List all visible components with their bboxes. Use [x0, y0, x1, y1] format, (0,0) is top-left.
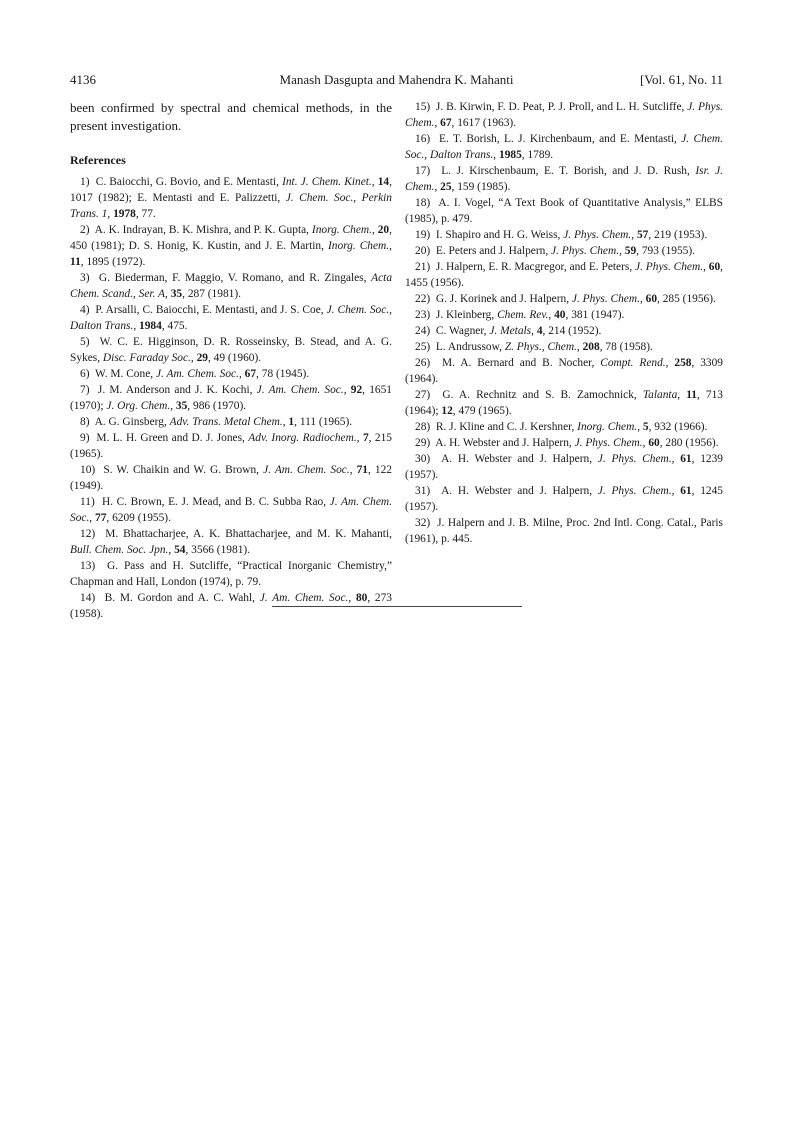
reference-text: G. Biederman, F. Maggio, V. Romano, and R. Zingales, [98, 272, 372, 284]
reference-text: G. A. Rechnitz and S. B. Zamochnick, [442, 389, 643, 401]
reference-text: , [348, 592, 356, 604]
reference-item [405, 435, 723, 451]
reference-item [405, 355, 723, 387]
reference-text: , 793 (1955). [636, 245, 696, 257]
reference-text: P. Arsalli, C. Baiocchi, E. Mentasti, and J. S. Coe, [95, 304, 327, 316]
reference-item [405, 227, 723, 243]
reference-text: , 3309 (1964). [405, 357, 724, 385]
reference-item [70, 302, 392, 334]
reference-text: , [165, 288, 171, 300]
reference-text: , 381 (1947). [565, 309, 625, 321]
journal-name: Compt. Rend. [600, 357, 666, 369]
reference-text: , 78 (1945). [256, 368, 310, 380]
reference-text: , [89, 512, 95, 524]
reference-text: , 1617 (1963). [451, 117, 517, 129]
reference-number: 5) [80, 336, 100, 348]
journal-name: J. Phys. Chem. [635, 261, 704, 273]
reference-number: 7) [80, 384, 98, 396]
journal-name: Adv. Inorg. Radiochem. [248, 432, 357, 444]
volume-number: 61 [680, 485, 692, 497]
reference-item [70, 430, 392, 462]
reference-text: G. Pass and H. Sutcliffe, “Practical Inorganic Chemistry,” Chapman and Hall, London (1974), p. 79. [70, 560, 392, 588]
reference-number: 14) [80, 592, 105, 604]
volume-number: 1985 [499, 149, 522, 161]
reference-item [405, 307, 723, 323]
reference-text: , 479 (1965). [452, 405, 512, 417]
volume-number: 61 [680, 453, 692, 465]
reference-text: , [434, 181, 441, 193]
journal-name: J. Am. Chem. Soc. [263, 464, 350, 476]
journal-name: J. Phys. Chem. [597, 485, 672, 497]
header-volume: [Vol. 61, No. 11 [639, 72, 723, 87]
volume-number: 208 [582, 341, 600, 353]
volume-number: 92 [350, 384, 363, 396]
journal-name: Adv. Trans. Metal Chem. [169, 416, 283, 428]
reference-number: 26) [415, 357, 442, 369]
reference-item [405, 323, 723, 339]
journal-name: J. Chem. Soc., Dalton Trans. [70, 304, 393, 332]
reference-text: A. G. Ginsberg, [94, 416, 170, 428]
reference-text: M. L. H. Green and D. J. Jones, [96, 432, 249, 444]
journal-name: J. Chem. Soc., Perkin Trans. 1 [70, 192, 392, 220]
reference-item [70, 334, 392, 366]
reference-number: 31) [415, 485, 442, 497]
reference-text: , [548, 309, 555, 321]
reference-text: R. J. Kline and C. J. Kershner, [435, 421, 578, 433]
journal-name: J. Phys. Chem. [563, 229, 632, 241]
reference-text: , 214 (1952). [542, 325, 602, 337]
reference-text: , [107, 208, 114, 220]
reference-number: 11) [80, 496, 102, 508]
reference-number: 15) [415, 101, 436, 113]
references-list-left [70, 174, 392, 622]
reference-number: 10) [80, 464, 104, 476]
reference-text: J. B. Kirwin, F. D. Peat, P. J. Proll, and L. H. Sutcliffe, [435, 101, 688, 113]
reference-text: S. W. Chaikin and W. G. Brown, [103, 464, 264, 476]
page-number: 4136 [70, 72, 96, 87]
references-heading: References [70, 153, 126, 167]
reference-number: 17) [415, 165, 442, 177]
reference-text: , 932 (1966). [648, 421, 708, 433]
volume-number: 71 [356, 464, 368, 476]
volume-number: 60 [645, 293, 658, 305]
reference-text: E. T. Borish, L. J. Kirchenbaum, and E. Mentasti, [438, 133, 682, 145]
volume-number: 258 [674, 357, 692, 369]
reference-item [405, 259, 723, 291]
reference-text: , 287 (1981). [182, 288, 241, 300]
reference-item [405, 131, 723, 163]
reference-text: , 219 (1953). [648, 229, 708, 241]
journal-name: Inorg. Chem. [327, 240, 390, 252]
journal-name: J. Chem. Soc., Dalton Trans. [405, 133, 723, 161]
reference-text: , 78 (1958). [599, 341, 653, 353]
reference-text: , [190, 352, 197, 364]
reference-item [405, 387, 723, 419]
volume-number: 20 [377, 224, 390, 236]
journal-name: Chem. Rev. [497, 309, 549, 321]
reference-number: 20) [415, 245, 436, 257]
reference-text: , [671, 453, 681, 465]
reference-text: , 1245 (1957). [405, 485, 723, 513]
reference-text: G. J. Korinek and J. Halpern, [435, 293, 572, 305]
reference-number: 22) [415, 293, 436, 305]
journal-name: Bull. Chem. Soc. Jpn. [70, 544, 169, 556]
reference-text: , 273 (1958). [70, 592, 392, 620]
reference-item [405, 163, 723, 195]
reference-text: , 1651 (1970); [70, 384, 392, 412]
reference-text: , 159 (1985). [451, 181, 511, 193]
reference-text: , 77. [135, 208, 156, 220]
reference-text: , 6209 (1955). [106, 512, 171, 524]
journal-name: J. Phys. Chem. [597, 453, 672, 465]
reference-item [70, 526, 392, 558]
volume-number: 60 [708, 261, 721, 273]
reference-item [70, 462, 392, 494]
reference-item [405, 195, 723, 227]
reference-text: , [133, 320, 140, 332]
reference-number: 24) [415, 325, 436, 337]
reference-number: 27) [415, 389, 443, 401]
reference-text: J. Halpern and J. B. Milne, Proc. 2nd Intl. Cong. Catal., Paris (1961), p. 445. [405, 517, 723, 545]
reference-text: M. A. Bernard and B. Nocher, [441, 357, 601, 369]
reference-text: , [665, 357, 675, 369]
reference-text: , [389, 240, 392, 252]
reference-number: 18) [415, 197, 439, 209]
reference-item [405, 291, 723, 307]
volume-number: 29 [196, 352, 208, 364]
left-column [70, 99, 392, 622]
journal-name: Acta Chem. Scand., Ser. A [70, 272, 393, 300]
volume-number: 35 [175, 400, 188, 412]
reference-text: J. M. Anderson and J. K. Kochi, [97, 384, 257, 396]
reference-item [70, 222, 392, 270]
header-authors: Manash Dasgupta and Mahendra K. Mahanti [279, 72, 514, 87]
reference-text: , [168, 544, 175, 556]
volume-number: 1 [288, 416, 295, 428]
reference-text: , [343, 384, 351, 396]
journal-name: Inorg. Chem. [577, 421, 638, 433]
journal-name: J. Phys. Chem. [405, 101, 723, 129]
reference-number: 9) [80, 432, 97, 444]
reference-item [70, 414, 392, 430]
reference-item [405, 339, 723, 355]
reference-text: , [631, 229, 637, 241]
reference-text: , [677, 389, 687, 401]
volume-number: 1978 [113, 208, 136, 220]
reference-text: , [356, 432, 363, 444]
reference-text: , 122 (1949). [70, 464, 392, 492]
references-list-right [405, 99, 723, 547]
reference-text: C. Wagner, [435, 325, 490, 337]
reference-number: 25) [415, 341, 436, 353]
reference-item [405, 483, 723, 515]
reference-text: A. H. Webster and J. Halpern, [435, 437, 575, 449]
reference-text: , 1455 (1956). [405, 261, 724, 289]
journal-name: Isr. J. Chem. [405, 165, 723, 193]
volume-number: 4 [536, 325, 543, 337]
reference-number: 30) [415, 453, 442, 465]
journal-name: Z. Phys., Chem. [504, 341, 577, 353]
reference-item [405, 419, 723, 435]
reference-text: , [576, 341, 583, 353]
journal-name: J. Am. Chem. Soc. [70, 496, 392, 524]
reference-number: 29) [415, 437, 436, 449]
reference-number: 1) [80, 176, 96, 188]
reference-number: 23) [415, 309, 436, 321]
reference-text: , 1789. [521, 149, 554, 161]
volume-number: 59 [624, 245, 637, 257]
reference-number: 32) [415, 517, 438, 529]
reference-text: A. I. Vogel, “A Text Book of Quantitative Analysis,” ELBS (1985), p. 479. [405, 197, 723, 225]
reference-number: 16) [415, 133, 439, 145]
reference-item [70, 558, 392, 590]
reference-text: , 49 (1960). [207, 352, 262, 364]
reference-text: L. J. Kirschenbaum, E. T. Borish, and J. D. Rush, [441, 165, 696, 177]
reference-item [405, 451, 723, 483]
volume-number: 5 [642, 421, 649, 433]
reference-text: , 1895 (1972). [80, 256, 146, 268]
reference-text: C. Baiocchi, G. Bovio, and E. Mentasti, [95, 176, 283, 188]
volume-number: 77 [95, 512, 107, 524]
end-rule [272, 606, 522, 607]
journal-name: J. Metals [489, 325, 532, 337]
reference-text: A. K. Indrayan, B. K. Mishra, and P. K. Gupta, [94, 224, 312, 236]
volume-number: 60 [648, 437, 660, 449]
reference-text: , [493, 149, 499, 161]
reference-text: , 285 (1956). [657, 293, 716, 305]
reference-text: , 1239 (1957). [405, 453, 723, 481]
reference-text: I. Shapiro and H. G. Weiss, [435, 229, 564, 241]
reference-number: 4) [80, 304, 96, 316]
reference-text: , [170, 400, 176, 412]
volume-number: 40 [554, 309, 566, 321]
reference-text: J. Halpern, E. R. Macgregor, and E. Peters, [435, 261, 636, 273]
reference-text: W. M. Cone, [94, 368, 156, 380]
reference-number: 8) [80, 416, 95, 428]
reference-number: 12) [80, 528, 106, 540]
body-text: been confirmed by spectral and chemical methods, in the present investigation. [70, 100, 392, 133]
journal-name: Disc. Faraday Soc. [102, 352, 191, 364]
reference-text: B. M. Gordon and A. C. Wahl, [104, 592, 260, 604]
right-column [405, 99, 723, 547]
reference-number: 19) [415, 229, 436, 241]
reference-text: , 3566 (1981). [185, 544, 251, 556]
volume-number: 7 [362, 432, 369, 444]
reference-item [70, 174, 392, 222]
volume-number: 1984 [139, 320, 162, 332]
reference-text: M. Bhattacharjee, A. K. Bhattacharjee, and M. K. Mahanti, [105, 528, 392, 540]
reference-item [70, 366, 392, 382]
reference-text: , 111 (1965). [294, 416, 353, 428]
reference-text: , [371, 224, 378, 236]
reference-text: H. C. Brown, E. J. Mead, and B. C. Subba Rao, [101, 496, 330, 508]
journal-name: Talanta [642, 389, 678, 401]
volume-number: 12 [441, 405, 453, 417]
volume-number: 14 [377, 176, 390, 188]
reference-item [70, 382, 392, 414]
journal-name: J. Am. Chem. Soc. [259, 592, 349, 604]
reference-text: , [349, 464, 357, 476]
reference-item [405, 243, 723, 259]
reference-text: J. Kleinberg, [435, 309, 498, 321]
reference-text: E. Peters and J. Halpern, [435, 245, 552, 257]
reference-text: , [282, 416, 289, 428]
journal-name: J. Phys. Chem. [551, 245, 620, 257]
journal-name: J. Org. Chem. [106, 400, 171, 412]
reference-item [405, 515, 723, 547]
journal-name: J. Am. Chem. Soc. [256, 384, 344, 396]
reference-text: A. H. Webster and J. Halpern, [441, 453, 598, 465]
reference-item [70, 494, 392, 526]
reference-text: , [639, 293, 646, 305]
journal-name: Inorg. Chem. [311, 224, 372, 236]
reference-text: , [642, 437, 649, 449]
volume-number: 25 [440, 181, 452, 193]
reference-text: , 986 (1970). [187, 400, 247, 412]
volume-number: 11 [686, 389, 697, 401]
reference-number: 3) [80, 272, 99, 284]
reference-item [70, 270, 392, 302]
reference-number: 2) [80, 224, 95, 236]
volume-number: 80 [355, 592, 368, 604]
reference-text: , [671, 485, 681, 497]
reference-text: , 215 (1965). [70, 432, 392, 460]
journal-name: J. Phys. Chem. [571, 293, 640, 305]
reference-text: L. Andrussow, [435, 341, 505, 353]
volume-number: 11 [70, 256, 81, 268]
journal-name: J. Am. Chem. Soc. [155, 368, 239, 380]
reference-number: 21) [415, 261, 436, 273]
reference-text: , [238, 368, 245, 380]
reference-text: , 1017 (1982); E. Mentasti and E. Palizzetti, [70, 176, 392, 204]
reference-item [405, 99, 723, 131]
running-header [70, 71, 723, 89]
reference-text: , 475. [161, 320, 188, 332]
reference-text: , [531, 325, 537, 337]
reference-number: 28) [415, 421, 436, 433]
reference-text: , [703, 261, 709, 273]
reference-text: , [434, 117, 441, 129]
reference-number: 13) [80, 560, 107, 572]
volume-number: 35 [170, 288, 183, 300]
reference-text: , 713 (1964); [405, 389, 723, 417]
volume-number: 67 [244, 368, 257, 380]
reference-text: , [637, 421, 643, 433]
journal-name: J. Phys. Chem. [574, 437, 643, 449]
reference-text: A. H. Webster and J. Halpern, [441, 485, 598, 497]
reference-text: , [371, 176, 378, 188]
reference-text: , [619, 245, 625, 257]
volume-number: 57 [636, 229, 649, 241]
journal-name: Int. J. Chem. Kinet. [282, 176, 372, 188]
volume-number: 67 [440, 117, 452, 129]
reference-text: W. C. E. Higginson, D. R. Rosseinsky, B. Stead, and A. G. Sykes, [70, 336, 392, 364]
reference-number: 6) [80, 368, 95, 380]
volume-number: 54 [174, 544, 186, 556]
reference-text: , 450 (1981); D. S. Honig, K. Kustin, and J. E. Martin, [70, 224, 392, 252]
reference-text: , 280 (1956). [659, 437, 719, 449]
